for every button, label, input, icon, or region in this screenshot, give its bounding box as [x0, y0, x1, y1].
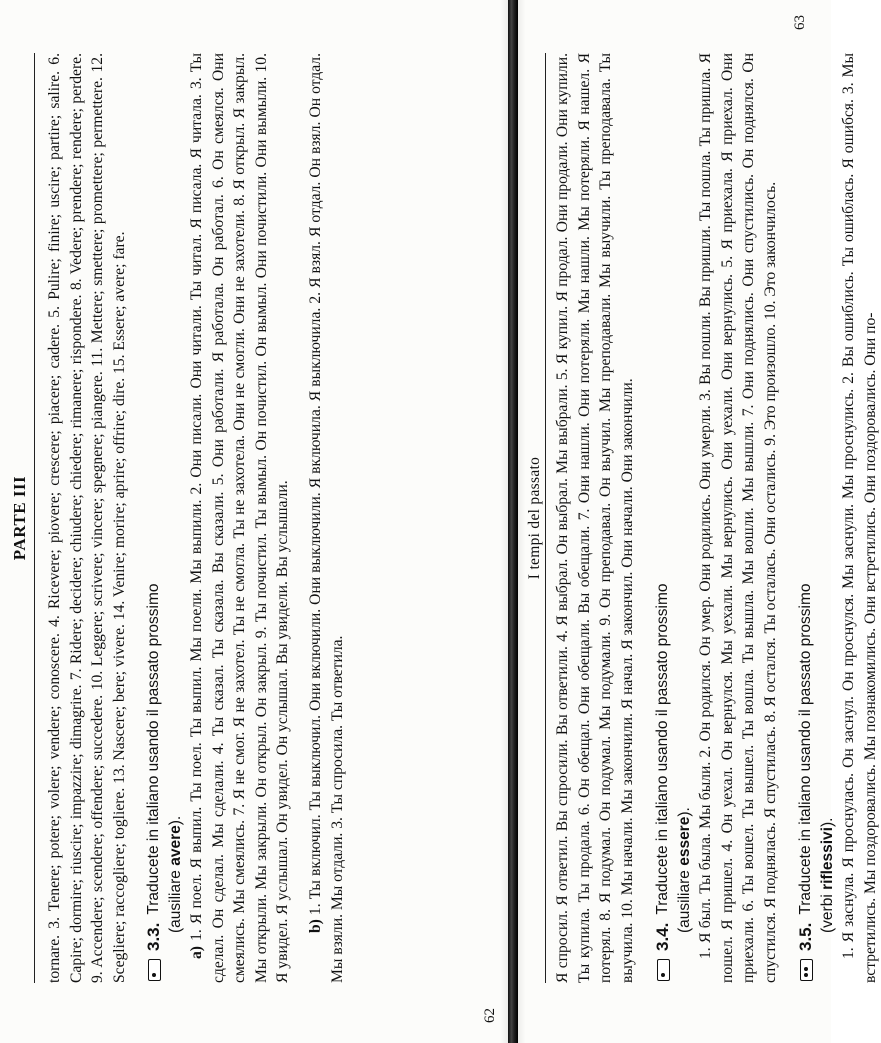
exercise-3-5-heading [795, 53, 817, 983]
right-page-number: 63 [792, 15, 808, 30]
right-page [524, 15, 879, 983]
audio-icon [148, 959, 161, 981]
subtitle-prefix: (verbi [818, 889, 836, 933]
exercise-3-3-subtitle [165, 53, 186, 983]
exercise-3-4-heading [652, 53, 674, 983]
subtitle-suffix: ). [166, 815, 184, 826]
continuation-paragraph: Я спросил. Я ответил. Вы спросили. Вы ответили. 4. Я выбрал. Он выбрал. Мы выбрали. 5. Я купил. Я продал. Они продали. Они купили. Ты купила. Ты продала. 6. Он обещал. Они обещали. Вы обещали. 7. Они нашли. Они потеряли. Мы нашли. Мы потеряли. Я нашел. Я потерял. 8. Я подумал. Он подумал. Мы подумали. 9. Он преподавал. Он выучил. Мы преподавали. Мы выучили. Ты преподавала. Ты выучила. 10. Мы начали. Мы закончили. Я начал. Я закончил. Они начали. Они закончили. [554, 53, 636, 983]
exercise-3-4 [652, 53, 781, 983]
left-page [10, 52, 506, 1023]
subtitle-bold: essere [675, 816, 693, 866]
subtitle-suffix: ). [675, 807, 693, 817]
exercise-3-3-part-a [186, 53, 294, 983]
left-page-content [44, 53, 348, 983]
exercise-3-5-text: 1. Я заснула. Я проснулась. Он заснул. Он проснулся. Мы заснули. Мы проснулись. 2. Вы ошиблись. Ты ошиблась. Я ошибся. 3. Мы встретились. Мы поздоровались. Мы познакомились. Они встретились. Они поздоровались. Они по- [839, 53, 879, 983]
subtitle-prefix: (ausiliare [675, 865, 693, 933]
part-a-label: a) [187, 946, 205, 959]
exercise-3-3-number: 3.3. [144, 922, 164, 951]
exercise-3-3-part-b [305, 53, 348, 983]
exercise-3-3-title: Traducete in italiano usando il passato prossimo [145, 583, 163, 915]
exercise-3-4-text: 1. Я был. Ты была. Мы были. 2. Он родился. Он умер. Они родились. Они умерли. 3. Вы пошли. Вы пришли. Ты пошла. Ты пришла. Я пошел. Я пришел. 4. Он уехал. Он вернулся. Мы уехали. Мы вернулись. Они уехали. Они вернулись. 5. Я приехала. Я приехал. Они приехали. 6. Ты вошел. Ты вышел. Ты вошла. Ты вышла. Мы вошли. Мы вышли. 7. Они поднялись. Они спустились. Он поднялся. Он спустился. Я поднялась. Я спустилась. 8. Я остался. Ты осталась. Они остались. 9. Это произошло. 10. Это закончилось. [696, 53, 779, 983]
subtitle-bold: riflessivi [818, 827, 836, 890]
right-page-header: I tempi del passato [526, 456, 543, 580]
audio-icon [800, 959, 813, 981]
part-a-text: 1. Я поел. Я выпил. Ты поел. Ты выпил. Мы поели. Мы выпили. 2. Они писали. Они читали. Ты читал. Я писала. Я читала. 3. Ты сделал. Он сделал. Мы сделали. 4. Ты сказал. Ты сказала. Вы сказали. 5. Они работали. Я работала. Он работал. 6. Он смеялся. Они смеялись. Мы смеялись. 7. Я не смог. Я не захотел. Ты не смогла. Ты не захотела. Они не смогли. Они не захотели. 8. Я открыл. Я закрыл. Мы открыли. Мы закрыли. Он открыл. Он закрыл. 9. Ты почистил. Ты вымыл. Он почистил. Он вымыл. Они почистили. Они вымыли. 10. Я увидел. Я услышал. Он увидел. Он услышал. Вы увидели. Вы услышали. [187, 52, 292, 983]
exercise-3-4-title: Traducete in italiano usando il passato prossimo [654, 583, 672, 915]
exercise-3-4-subtitle [674, 53, 695, 983]
part-b-text: 1. Ты включил. Ты выключил. Они включили. Они выключили. Я включила. Я выключила. 2. Я взял. Я отдал. Он взял. Он отдал. Мы взяли. Мы отдали. 3. Ты спросила. Ты ответила. [306, 53, 346, 983]
exercise-3-5-number: 3.5. [796, 922, 816, 951]
right-header-rule [545, 53, 546, 983]
intro-paragraph: tornare. 3. Tenere; potere; volere; vendere; conoscere. 4. Ricevere; piovere; crescere; piacere; cadere. 5. Pulire; finire; uscire; partire; salire. 6. Capire; dormire; riuscire; impazzire; dimagrire. 7. Ridere; decidere; chiudere; chiedere; rimanere; rispondere. 8. Vedere; prendere; rendere; perdere. 9. Accendere; scendere; offendere; succedere. 10. Leggere; scrivere; vincere; spegnere; piangere. 11. Mettere; smettere; promettere; permettere. 12. Scegliere; raccogliere; togliere. 13. Nascere; bere; vivere. 14. Venire; morire; aprire; offrire; dire. 15. Essere; avere; fare. [46, 53, 128, 983]
subtitle-prefix: (ausiliare [166, 865, 184, 933]
audio-icon [657, 959, 670, 981]
left-page-number: 62 [482, 1008, 498, 1023]
exercise-3-5 [795, 53, 881, 983]
left-header-rule [34, 53, 35, 983]
book-gutter [508, 0, 518, 1043]
exercise-3-5-subtitle [817, 53, 838, 983]
exercise-3-3 [143, 53, 348, 983]
subtitle-suffix: ). [818, 817, 836, 828]
exercise-3-5-title: Traducete in italiano usando il passato prossimo [797, 583, 815, 915]
right-page-content [552, 53, 881, 983]
left-page-header: PARTE III [10, 475, 29, 561]
exercise-3-4-number: 3.4. [653, 922, 673, 951]
exercise-3-3-heading [143, 53, 165, 983]
subtitle-bold: avere [166, 825, 184, 866]
part-b-label: b) [306, 919, 324, 933]
